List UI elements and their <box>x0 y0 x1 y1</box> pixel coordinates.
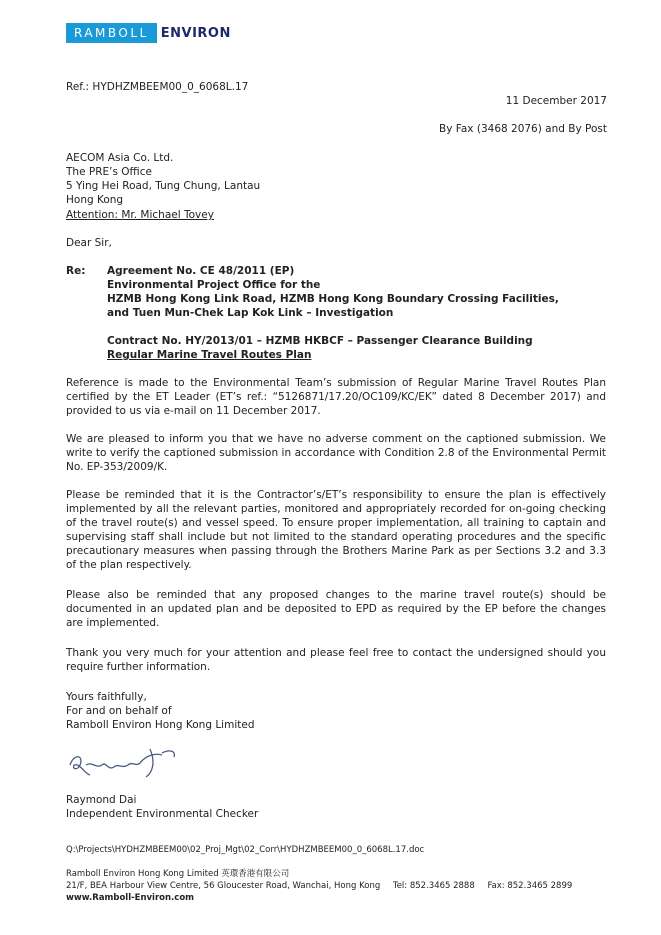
salutation: Dear Sir, <box>66 237 112 249</box>
address-line-4: Hong Kong <box>66 194 124 206</box>
footer-contact <box>66 881 572 892</box>
handwritten-signature <box>66 743 216 783</box>
footer-website[interactable]: www.Ramboll-Environ.com <box>66 893 195 903</box>
file-path: Q:\Projects\HYDHZMBEEM00\02_Proj_Mgt\02_Corr\HYDHZMBEEM00_0_6068L.17.doc <box>66 845 425 855</box>
contract-line: Contract No. HY/2013/01 – HZMB HKBCF – Passenger Clearance Building <box>107 335 533 347</box>
footer-fax: Fax: 852.3465 2899 <box>487 881 573 891</box>
footer-tel: Tel: 852.3465 2888 <box>392 881 475 891</box>
footer-company: Ramboll Environ Hong Kong Limited 英環香港有限公司 <box>66 869 290 879</box>
address-line-3: 5 Ying Hei Road, Tung Chung, Lantau <box>66 180 261 192</box>
paragraph-5: Thank you very much for your attention and please feel free to contact the undersigned should you require further information. <box>66 647 606 673</box>
closing-line-2: For and on behalf of <box>66 705 172 717</box>
re-line-2: Environmental Project Office for the <box>107 279 321 291</box>
re-heading <box>107 264 607 320</box>
company-logo <box>66 23 231 43</box>
signer-name: Raymond Dai <box>66 794 137 806</box>
reference-number: Ref.: HYDHZMBEEM00_0_6068L.17 <box>66 81 249 93</box>
footer-address: 21/F, BEA Harbour View Centre, 56 Gloucester Road, Wanchai, Hong Kong <box>66 881 381 891</box>
re-line-4: and Tuen Mun-Chek Lap Kok Link – Investigation <box>107 307 394 319</box>
paragraph-4: Please also be reminded that any proposed changes to the marine travel route(s) should be documented in an updated plan and be deposited to EPD as required by the EP before the changes are implemented. <box>66 589 606 629</box>
re-label: Re: <box>66 265 86 277</box>
logo-wordmark: ENVIRON <box>160 25 231 41</box>
logo-mark: RAMBOLL <box>66 23 157 43</box>
attention-line: Attention: Mr. Michael Tovey <box>66 209 214 221</box>
delivery-method: By Fax (3468 2076) and By Post <box>439 123 607 135</box>
paragraph-2: We are pleased to inform you that we have no adverse comment on the captioned submission. We write to verify the captioned submission in accordance with Condition 2.8 of the Environmental Permit No. EP-353/2009/K. <box>66 433 606 473</box>
paragraph-1: Reference is made to the Environmental Team’s submission of Regular Marine Travel Routes Plan certified by the ET Leader (ET’s ref.: “5126871/17.20/OC109/KC/EK” dated 8 December 2017) and provided to us via e-mail on 11 December 2017. <box>66 377 606 417</box>
contract-heading <box>107 334 607 362</box>
re-line-3: HZMB Hong Kong Link Road, HZMB Hong Kong Boundary Crossing Facilities, <box>107 293 559 305</box>
subject-line: Regular Marine Travel Routes Plan <box>107 349 312 361</box>
re-line-1: Agreement No. CE 48/2011 (EP) <box>107 265 295 277</box>
signer-title: Independent Environmental Checker <box>66 808 259 820</box>
closing-line-1: Yours faithfully, <box>66 691 147 703</box>
address-line-1: AECOM Asia Co. Ltd. <box>66 152 174 164</box>
letter-date: 11 December 2017 <box>505 95 607 107</box>
address-line-2: The PRE’s Office <box>66 166 152 178</box>
closing-line-3: Ramboll Environ Hong Kong Limited <box>66 719 255 731</box>
paragraph-3: Please be reminded that it is the Contractor’s/ET’s responsibility to ensure the plan is effectively implemented by all the relevant parties, monitored and appropriately recorded for on-going checking of the travel route(s) and vessel speed. To ensure proper implementation, all training to captain and supervising staff shall include but not limited to the standard operating procedures and the specific precautionary measures when passing through the Brothers Marine Park as per Sections 3.2 and 3.3 of the plan respectively. <box>66 489 606 571</box>
